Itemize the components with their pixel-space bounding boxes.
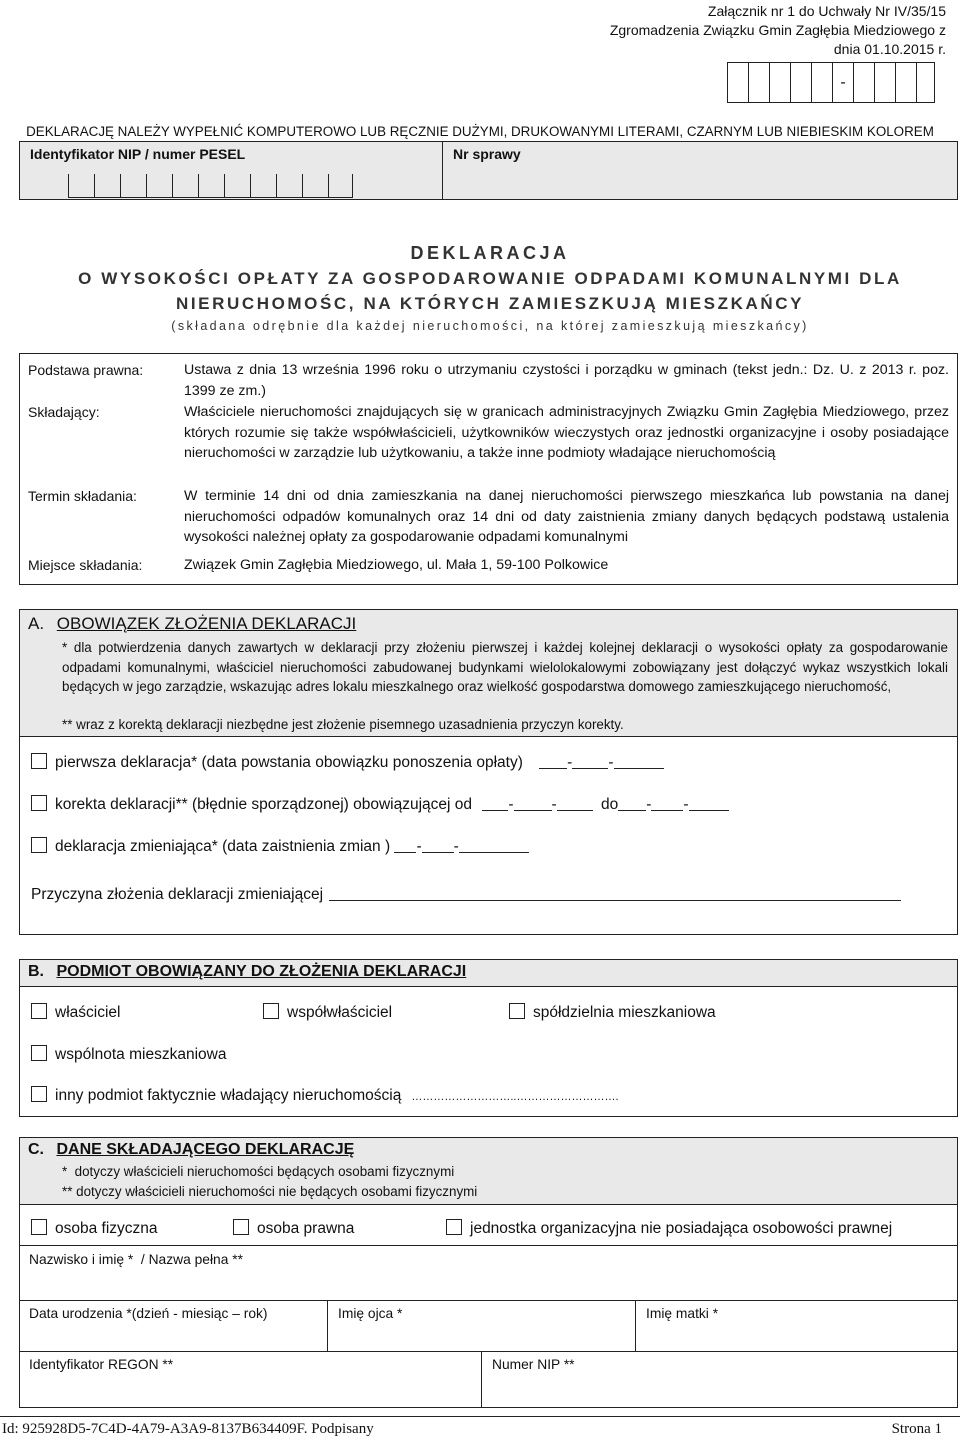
attachment-line-2: Zgromadzenia Związku Gmin Zagłębia Miedziowego z (609, 22, 946, 38)
case-number-boxes[interactable] (727, 62, 935, 103)
opt-natural-person[interactable]: osoba fizyczna (31, 1219, 158, 1238)
section-c-note-1: * dotyczy właścicieli nieruchomości będących osobami fizycznymi (62, 1164, 455, 1179)
deadline-label: Termin składania: (28, 488, 137, 504)
fill-instruction: DEKLARACJĘ NALEŻY WYPEŁNIĆ KOMPUTEROWO LUB RĘCZNIE DUŻYMI, DRUKOWANYMI LITERAMI, CZARNYM LUB NIEBIESKIM KOLOREM (26, 124, 934, 139)
nip-input-boxes[interactable] (68, 174, 353, 198)
other-dots: ………………………..………………………. (411, 1091, 619, 1103)
birth-date-label: Data urodzenia *(dzień - miesiąc – rok) (29, 1306, 268, 1321)
birth-row (19, 1300, 958, 1352)
footer-rule (0, 1416, 960, 1417)
footer-page: Strona 1 (891, 1421, 942, 1437)
opt-other[interactable]: inny podmiot faktycznie władający nieruchomością ………………………..………………………. (31, 1086, 619, 1105)
nip-label: Identyfikator NIP / numer PESEL (30, 146, 246, 162)
deadline-text: W terminie 14 dni od dnia zamieszkania na danej nieruchomości pierwszego mieszkańca lub powstania na danej nieruchomości odpadów komunalnych oraz 14 dni od daty zaistnienia zmiany danych będących podstawą ustalenia wysokości należnej opłaty za gospodarowanie odpadami komunalnymi (184, 488, 949, 546)
section-a-title (28, 614, 356, 634)
checkbox-change[interactable] (31, 837, 47, 853)
footer-id: Id: 925928D5-7C4D-4A79-A3A9-8137B634409F. Podpisany (2, 1421, 374, 1437)
section-b-body (19, 986, 958, 1117)
name-field[interactable] (19, 1245, 958, 1301)
checkbox-owner[interactable] (31, 1003, 47, 1019)
section-a-heading: OBOWIĄZEK ZŁOŻENIA DEKLARACJI (56, 614, 357, 633)
change-reason[interactable]: Przyczyna złożenia deklaracji zmieniającej (31, 886, 901, 904)
birth-date-input[interactable] (20, 1325, 326, 1351)
section-c-heading: DANE SKŁADAJĄCEGO DEKLARACJĘ (56, 1141, 355, 1158)
opt-first-declaration[interactable]: pierwsza deklaracja* (data powstania obowiązku ponoszenia opłaty) - - (31, 753, 664, 772)
section-c-header (19, 1137, 958, 1205)
place-label: Miejsce składania: (28, 557, 143, 573)
section-a-note-2: ** wraz z korektą deklaracji niezbędne jest złożenie pisemnego uzasadnienia przyczyn korekty. (62, 717, 624, 732)
section-b-letter: B. (28, 963, 44, 980)
title-line-2: O WYSOKOŚCI OPŁATY ZA GOSPODAROWANIE ODPADAMI KOMUNALNYMI DLA (78, 269, 902, 288)
opt-change[interactable]: deklaracja zmieniająca* (data zaistnienia zmian ) - - (31, 837, 529, 856)
case-dash: - (840, 73, 846, 91)
name-label: Nazwisko i imię * / Nazwa pełna ** (29, 1252, 243, 1267)
title-line-1: DEKLARACJA (410, 243, 570, 263)
mother-name-input[interactable] (636, 1325, 956, 1351)
checkbox-first-declaration[interactable] (31, 753, 47, 769)
section-a-header (19, 609, 958, 737)
nip-number-input[interactable] (482, 1378, 956, 1407)
opt-legal-person[interactable]: osoba prawna (233, 1219, 354, 1238)
legal-basis-text: Ustawa z dnia 13 września 1996 roku o utrzymaniu czystości i porządku w gminach (tekst jedn.: Dz. U. z 2013 r. poz. 1399 ze zm.) (184, 362, 949, 399)
case-label: Nr sprawy (453, 146, 521, 162)
nip-number-label: Numer NIP ** (492, 1357, 575, 1372)
info-box (19, 353, 958, 585)
opt-owner[interactable]: właściciel (31, 1003, 120, 1022)
section-a-body (19, 736, 958, 935)
section-c-note-2: ** dotyczy właścicieli nieruchomości nie będących osobami fizycznymi (62, 1184, 478, 1199)
checkbox-coowner[interactable] (263, 1003, 279, 1019)
checkbox-correction[interactable] (31, 795, 47, 811)
ident-divider (442, 142, 443, 199)
section-b-heading: PODMIOT OBOWIĄZANY DO ZŁOŻENIA DEKLARACJI (56, 963, 467, 980)
attachment-line-1: Załącznik nr 1 do Uchwały Nr IV/35/15 (707, 3, 946, 19)
checkbox-org-unit[interactable] (446, 1219, 462, 1235)
section-a-letter: A. (28, 614, 45, 633)
ident-box (19, 141, 958, 200)
section-c-title (28, 1141, 354, 1159)
section-b-header (19, 959, 958, 987)
legal-basis-label: Podstawa prawna: (28, 362, 144, 378)
title-line-4: (składana odrębnie dla każdej nieruchomości, na której zamieszkują mieszkańcy) (171, 319, 809, 333)
regon-input[interactable] (20, 1378, 480, 1407)
section-c-type (19, 1204, 958, 1246)
section-a-note-1: * dla potwierdzenia danych zawartych w deklaracji przy złożeniu pierwszej i każdej kolejnej deklaracji o wysokości opłaty za gospodarowanie odpadami komunalnymi, właściciel nieruchomości zabudowanej budynkami wielolokalowymi zobowiązany jest dołączyć wykaz wszystkich lokali będących w jego zarządzie, wskazując adres lokalu mieszkalnego oraz wielkość gospodarstwa domowego zamieszkującego nieruchomość, (62, 640, 948, 695)
opt-coop[interactable]: spółdzielnia mieszkaniowa (509, 1003, 716, 1022)
section-c-letter: C. (28, 1141, 44, 1158)
checkbox-legal-person[interactable] (233, 1219, 249, 1235)
regon-label: Identyfikator REGON ** (29, 1357, 174, 1372)
case-input[interactable] (444, 166, 956, 199)
regon-row (19, 1351, 958, 1408)
opt-correction[interactable]: korekta deklaracji** (błędnie sporządzonej) obowiązującej od - - do - - (31, 795, 729, 814)
opt-community[interactable]: wspólnota mieszkaniowa (31, 1045, 226, 1064)
checkbox-community[interactable] (31, 1045, 47, 1061)
title-line-3: NIERUCHOMOŚC, NA KTÓRYCH ZAMIESZKUJĄ MIESZKAŃCY (175, 294, 805, 313)
attachment-note (610, 2, 946, 59)
attachment-line-3: dnia 01.10.2015 r. (833, 41, 946, 57)
declaration-title (0, 240, 960, 336)
place-text: Związek Gmin Zagłębia Miedziowego, ul. Mała 1, 59-100 Polkowice (184, 557, 609, 573)
change-reason-input[interactable] (329, 887, 901, 901)
father-name-input[interactable] (328, 1325, 634, 1351)
father-name-label: Imię ojca * (338, 1306, 403, 1321)
filer-text: Właściciele nieruchomości znajdujących się w granicach administracyjnych Związku Gmin Zagłębia Miedziowego, przez których rozumie się także współwłaścicieli, użytkowników wieczystych oraz jednostki organizacyjne i osoby posiadające nieruchomości w zarządzie lub użytkowaniu, a także inne podmioty władające nieruchomością (184, 404, 949, 462)
opt-coowner[interactable]: współwłaściciel (263, 1003, 392, 1022)
checkbox-coop[interactable] (509, 1003, 525, 1019)
mother-name-label: Imię matki * (646, 1306, 719, 1321)
filer-label: Składający: (28, 404, 100, 420)
checkbox-other[interactable] (31, 1086, 47, 1102)
opt-org-unit[interactable]: jednostka organizacyjna nie posiadająca osobowości prawnej (446, 1219, 892, 1238)
section-b-title (28, 963, 466, 981)
checkbox-natural-person[interactable] (31, 1219, 47, 1235)
